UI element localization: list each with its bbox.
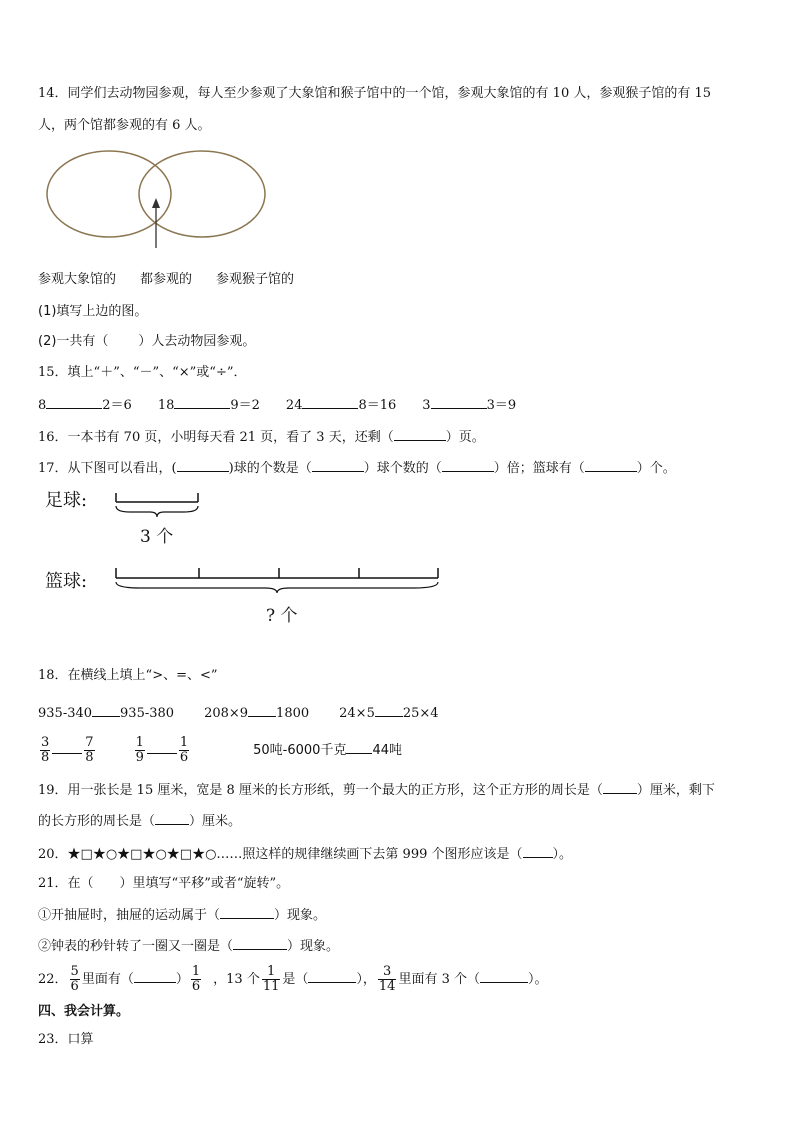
q17: 17．从下图可以看出，( )球的个数是（ ）球个数的（ ）倍；篮球有（ ）个。 <box>38 461 676 476</box>
answer-blank[interactable] <box>220 906 274 919</box>
answer-blank[interactable] <box>375 704 403 717</box>
answer-blank[interactable] <box>92 704 120 717</box>
q18-title: 18．在横线上填上“>、=、<” <box>38 668 218 683</box>
label-elephant: 参观大象馆的 <box>38 272 117 287</box>
q16: 16．一本书有 70 页，小明每天看 21 页，看了 3 天，还剩（ ）页。 <box>38 430 485 445</box>
basketball-count: ? 个 <box>266 606 298 626</box>
q14-line2: 人，两个馆都参观的有 6 人。 <box>38 118 211 133</box>
q14-part2: (2)一共有（ ）人去动物园参观。 <box>38 334 256 349</box>
answer-blank[interactable] <box>248 704 276 717</box>
q15-title: 15．填上“＋”、“－”、“×”或“÷”． <box>38 365 247 380</box>
q14-part1: (1)填写上边的图。 <box>38 304 148 319</box>
q18-row2: $\frac{3}{8}$ $\frac{7}{8}$ $\frac{1}{9}$ $\frac{1}{6}$ 50吨-6000千克 44吨 <box>41 735 402 765</box>
answer-blank[interactable] <box>134 970 176 983</box>
answer-blank[interactable] <box>147 741 177 754</box>
answer-blank[interactable] <box>431 396 487 409</box>
q20: 20．★□★○★□★○★□★○……照这样的规律继续画下去第 999 个图形应该是（ ）。 <box>38 847 573 862</box>
fraction: $\frac{1}{11}$ <box>262 964 280 994</box>
answer-blank[interactable] <box>233 937 287 950</box>
venn-elephant-circle <box>47 151 171 237</box>
fraction: $\frac{1}{6}$ <box>179 735 189 765</box>
q19-line2: 的长方形的周长是（ ）厘米。 <box>38 814 242 829</box>
answer-blank[interactable] <box>302 396 358 409</box>
fraction: $\frac{7}{8}$ <box>85 735 94 765</box>
ball-diagram <box>40 482 460 632</box>
basketball-label: 篮球: <box>45 571 88 592</box>
answer-blank[interactable] <box>480 970 528 983</box>
section-heading: 四、我会计算。 <box>38 1004 130 1019</box>
answer-blank[interactable] <box>523 845 553 858</box>
q19-line1: 19．用一张长是 15 厘米，宽是 8 厘米的长方形纸，剪一个最大的正方形，这个正方形的周长是（ ）厘米，剩下 <box>38 783 715 798</box>
fraction: $\frac{1}{6}$ <box>191 964 201 994</box>
fraction: $\frac{3}{14}$ <box>378 964 396 994</box>
venn-arrow-head <box>152 198 160 208</box>
label-monkey: 参观猴子馆的 <box>216 272 295 287</box>
q21-item2: ②钟表的秒针转了一圈又一圈是（ ）现象。 <box>38 939 340 954</box>
answer-blank[interactable] <box>346 741 372 754</box>
answer-blank[interactable] <box>442 459 494 472</box>
fraction: $\frac{3}{8}$ <box>41 735 50 765</box>
venn-diagram <box>40 148 280 258</box>
answer-blank[interactable] <box>177 459 229 472</box>
label-both: 都参观的 <box>140 272 193 287</box>
basketball-brace <box>116 582 438 593</box>
football-brace <box>116 506 198 517</box>
answer-blank[interactable] <box>603 781 637 794</box>
q23: 23．口算 <box>38 1032 94 1047</box>
q21-title: 21．在（ ）里填写“平移”或者“旋转”。 <box>38 876 290 891</box>
answer-blank[interactable] <box>52 741 82 754</box>
football-label: 足球: <box>45 490 88 511</box>
fraction: $\frac{5}{6}$ <box>70 964 79 994</box>
q14-line1: 14．同学们去动物园参观，每人至少参观了大象馆和猴子馆中的一个馆，参观大象馆的有 10 人，参观猴子馆的有 15 <box>38 86 712 101</box>
answer-blank[interactable] <box>312 459 364 472</box>
answer-blank[interactable] <box>585 459 637 472</box>
q15-row: 8 2＝6 18 9＝2 24 8＝16 3 3＝9 <box>38 398 517 413</box>
q21-item1: ①开抽屉时，抽屉的运动属于（ ）现象。 <box>38 908 327 923</box>
answer-blank[interactable] <box>46 396 102 409</box>
answer-blank[interactable] <box>174 396 230 409</box>
fraction: $\frac{1}{9}$ <box>135 735 144 765</box>
q18-row1: 935-340 935-380 208×9 1800 24×5 25×4 <box>38 706 439 721</box>
answer-blank[interactable] <box>394 428 446 441</box>
q22: 22． $\frac{5}{6}$ 里面有（ ） $\frac{1}{6}$ ，13 个 $\frac{1}{11}$ 是（ ）， $\frac{3}{14}$ 里面有 3 个（ ）。 <box>38 964 548 994</box>
football-count: 3 个 <box>140 527 174 547</box>
venn-labels <box>38 272 294 288</box>
answer-blank[interactable] <box>308 970 356 983</box>
venn-monkey-circle <box>139 151 265 237</box>
answer-blank[interactable] <box>155 812 189 825</box>
